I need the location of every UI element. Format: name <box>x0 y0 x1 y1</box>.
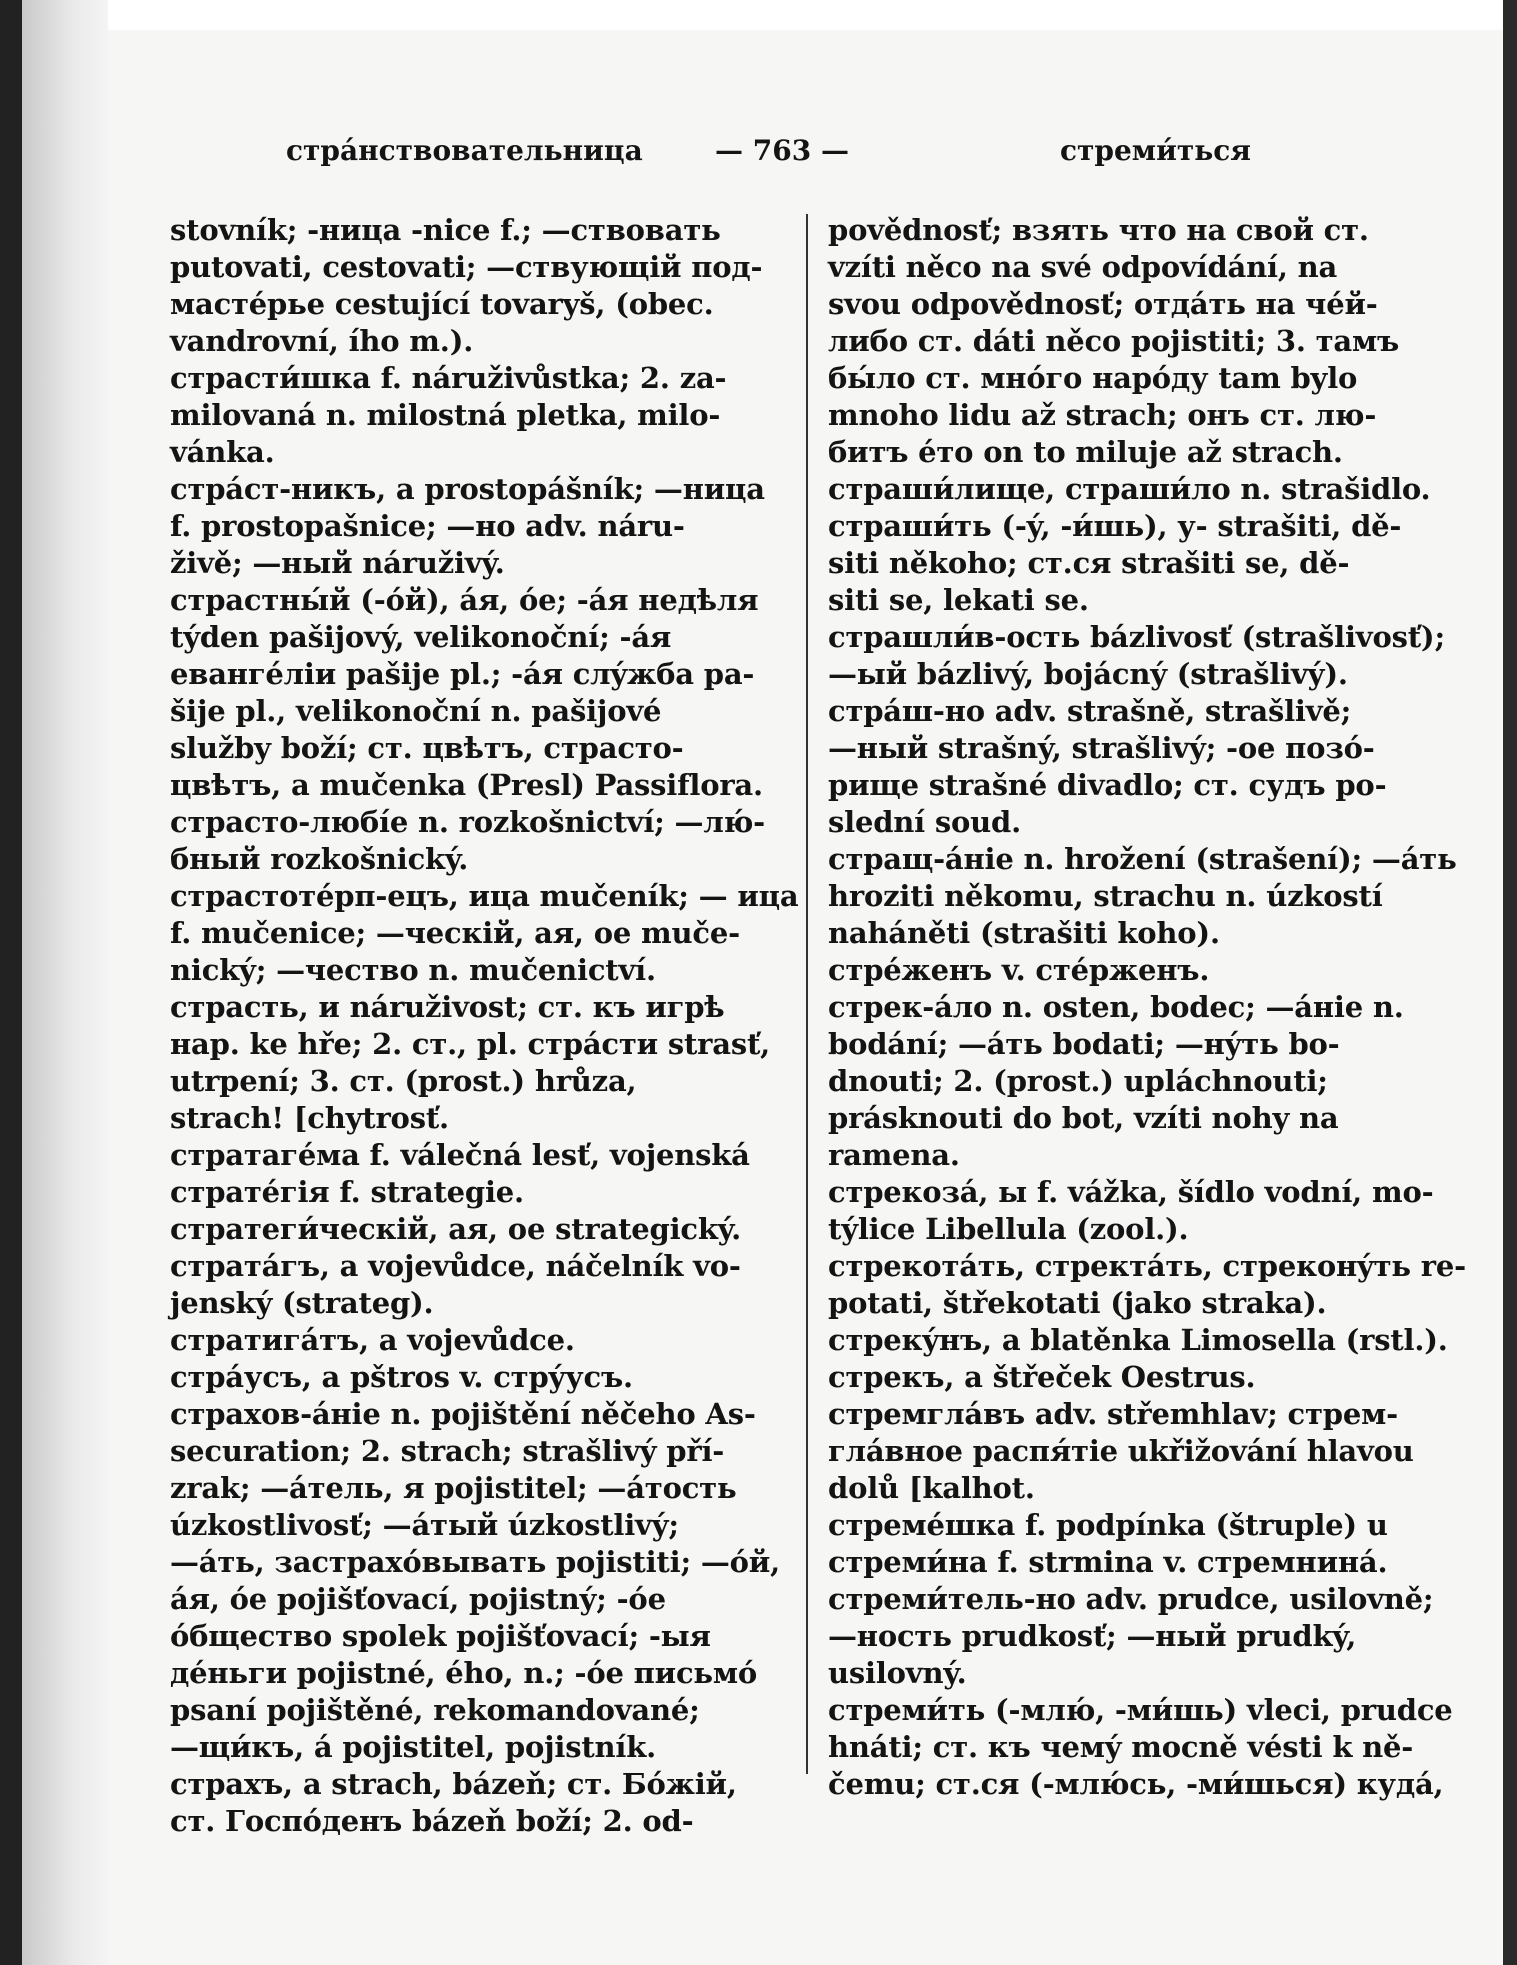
text-line: zrak; —áтель, я pojistitel; —áтость <box>170 1471 737 1505</box>
text-line: milovaná n. milostná pletka, milo- <box>170 398 721 432</box>
text-line: цвѣтъ, a mučenka (Presl) Passiflora. <box>170 768 763 802</box>
text-line: страсти́шка f. náruživůstka; 2. za- <box>170 361 727 395</box>
text-line: —ный strašný, strašlivý; -ое позó- <box>828 731 1375 765</box>
running-header <box>0 134 1517 174</box>
text-line: služby boží; ст. цвѣтъ, страсто- <box>170 731 684 765</box>
text-line: usilovný. <box>828 1656 967 1690</box>
text-line: dolů [kalhot. <box>828 1471 1035 1505</box>
text-line: áя, óе pojišťovací, pojistný; -óе <box>170 1582 666 1616</box>
text-line: стратáгъ, a vojevůdce, náčelník vo- <box>170 1249 741 1283</box>
text-line: ст. Госпóденъ bázeň boží; 2. od- <box>170 1804 694 1838</box>
text-line: mnoho lidu až strach; онъ ст. лю- <box>828 398 1377 432</box>
text-line: slední soud. <box>828 805 1021 839</box>
text-line: глáвное распя́тіе ukřižování hlavou <box>828 1434 1414 1468</box>
text-line: prásknouti do bot, vzíti nohy na <box>828 1101 1339 1135</box>
text-line: svou odpovědnosť; отдáть на чéй- <box>828 287 1378 321</box>
text-line: стреми́тель-но adv. prudce, usilovně; <box>828 1582 1434 1616</box>
text-line: страстны́й (-óй), áя, óе; -áя недѣля <box>170 583 759 617</box>
text-line: utrpení; 3. ст. (prost.) hrůza, <box>170 1064 637 1098</box>
text-line: týlice Libellula (zool.). <box>828 1212 1189 1246</box>
text-line: —ый bázlivý, bojácný (strašlivý). <box>828 657 1348 691</box>
column-divider <box>806 214 808 1774</box>
text-line: стреми́ть (-млю́, -ми́шь) vleci, prudce <box>828 1693 1453 1727</box>
text-line: страхов-áніе n. pojištění něčeho As- <box>170 1397 756 1431</box>
text-line: бный rozkošnický. <box>170 842 469 876</box>
text-line: стратеги́ческій, ая, ое strategický. <box>170 1212 741 1246</box>
text-line: týden pašijový, velikonoční; -áя <box>170 620 672 654</box>
text-line: дéньги pojistné, ého, n.; -óе письмó <box>170 1656 758 1690</box>
text-line: рище strašné divadlo; ст. судъ po- <box>828 768 1387 802</box>
text-line: страстотéрп-ецъ, ица mučeník; — ица <box>170 879 799 913</box>
text-line: евангéліи pašije pl.; -áя слýжба pa- <box>170 657 755 691</box>
text-line: стра́ст-никъ, a prostopášník; —ница <box>170 472 765 506</box>
text-line: стратагéма f. válečná lesť, vojenská <box>170 1138 750 1172</box>
text-line: vánka. <box>170 435 275 469</box>
text-line: óбщество spolek pojišťovací; -ыя <box>170 1619 711 1653</box>
text-line: стрéженъ v. стéрженъ. <box>828 953 1210 987</box>
text-line: strach! [chytrosť. <box>170 1101 449 1135</box>
header-right-guide-word: стреми́ться <box>1060 134 1251 167</box>
text-line: šije pl., velikonoční n. pašijové <box>170 694 662 728</box>
text-line: potati, štřekotati (jako straka). <box>828 1286 1327 1320</box>
text-line: živě; —ный náruživý. <box>170 546 505 580</box>
text-line: putovati, cestovati; —ствующій под- <box>170 250 763 284</box>
book-spine-shadow <box>0 0 22 1965</box>
text-line: čemu; ст.ся (-млю́сь, -ми́шься) кудá, <box>828 1767 1444 1801</box>
text-line: страши́лище, страши́ло n. strašidlo. <box>828 472 1431 506</box>
text-line: либо ст. dáti něco pojistiti; 3. тамъ <box>828 324 1400 358</box>
text-line: стрекýнъ, a blatěnka Limosella (rstl.). <box>828 1323 1448 1357</box>
text-line: naháněti (strašiti koho). <box>828 916 1220 950</box>
text-line: страшли́в-ость bázlivosť (strašlivosť); <box>828 620 1445 654</box>
text-line: stovník; -ница -nice f.; —ствовать <box>170 213 721 247</box>
text-line: нар. ke hře; 2. ст., pl. стрáсти strasť, <box>170 1027 771 1061</box>
text-line: hroziti někomu, strachu n. úzkostí <box>828 879 1383 913</box>
text-line: страсто-любíе n. rozkošnictví; —лю́- <box>170 805 765 839</box>
text-line: битъ éто on to miluje až strach. <box>828 435 1343 469</box>
text-line: bodání; —áть bodati; —нýть bo- <box>828 1027 1340 1061</box>
text-line: hnáti; ст. къ чемý mocně vésti k ně- <box>828 1730 1414 1764</box>
text-line: vzíti něco na své odpovídání, na <box>828 250 1338 284</box>
page-number: — 763 — <box>715 134 849 167</box>
text-line: f. mučenice; —ческій, ая, ое muče- <box>170 916 740 950</box>
text-line: —ность prudkosť; —ный prudký, <box>828 1619 1357 1653</box>
book-edge <box>1503 0 1517 1965</box>
text-line: стрекозá, ы f. vážka, šídlo vodní, mo- <box>828 1175 1434 1209</box>
text-line: стрекъ, a štřeček Oestrus. <box>828 1360 1256 1394</box>
page-gutter <box>22 0 108 1965</box>
text-line: —áть, застрахóвывать pojistiti; —óй, <box>170 1545 780 1579</box>
text-line: nický; —чество n. mučenictví. <box>170 953 656 987</box>
text-line: стратéгія f. strategie. <box>170 1175 524 1209</box>
text-line: dnouti; 2. (prost.) upláchnouti; <box>828 1064 1328 1098</box>
text-line: psaní pojištěné, rekomandované; <box>170 1693 700 1727</box>
text-line: —щи́къ, á pojistitel, pojistník. <box>170 1730 657 1764</box>
text-line: vandrovní, ího m.). <box>170 324 474 358</box>
text-line: f. prostopašnice; —но adv. náru- <box>170 509 685 543</box>
text-line: стратигáтъ, a vojevůdce. <box>170 1323 575 1357</box>
text-line: povědnosť; взять что на свой ст. <box>828 213 1369 247</box>
text-line: úzkostlivosť; —áтый úzkostlivý; <box>170 1508 679 1542</box>
text-line: siti se, lekati se. <box>828 583 1089 617</box>
text-line: мастéрье cestující tovaryš, (obec. <box>170 287 714 321</box>
text-line: стремглáвъ adv. střemhlav; стрем- <box>828 1397 1398 1431</box>
text-line: стрек-áло n. osten, bodec; —áніе n. <box>828 990 1404 1024</box>
text-line: стрáш-но adv. strašně, strašlivě; <box>828 694 1352 728</box>
text-line: siti někoho; ст.ся strašiti se, dě- <box>828 546 1350 580</box>
right-column <box>828 212 1466 1803</box>
left-column <box>170 212 799 1840</box>
header-left-guide-word: стра́нствовательница <box>286 134 643 167</box>
text-line: securation; 2. strach; strašlivý pří- <box>170 1434 725 1468</box>
text-line: стремéшка f. podpínka (štruple) u <box>828 1508 1388 1542</box>
text-line: бы́ло ст. мнóго нарóду tam bylo <box>828 361 1358 395</box>
text-line: страши́ть (-ý, -и́шь), у- strašiti, dě- <box>828 509 1402 543</box>
text-line: стращ-áніе n. hrožení (strašení); —áть <box>828 842 1457 876</box>
text-line: ramena. <box>828 1138 960 1172</box>
text-line: страхъ, a strach, bázeň; ст. Бóжій, <box>170 1767 737 1801</box>
text-line: jenský (strateg). <box>170 1286 434 1320</box>
text-line: стреми́на f. strmina v. стремнинá. <box>828 1545 1388 1579</box>
text-line: стрáусъ, a pštros v. стрýусъ. <box>170 1360 633 1394</box>
text-line: страсть, и náruživost; ст. къ игрѣ <box>170 990 725 1024</box>
text-line: стрекотáть, стректáть, стреконýть re- <box>828 1249 1466 1283</box>
